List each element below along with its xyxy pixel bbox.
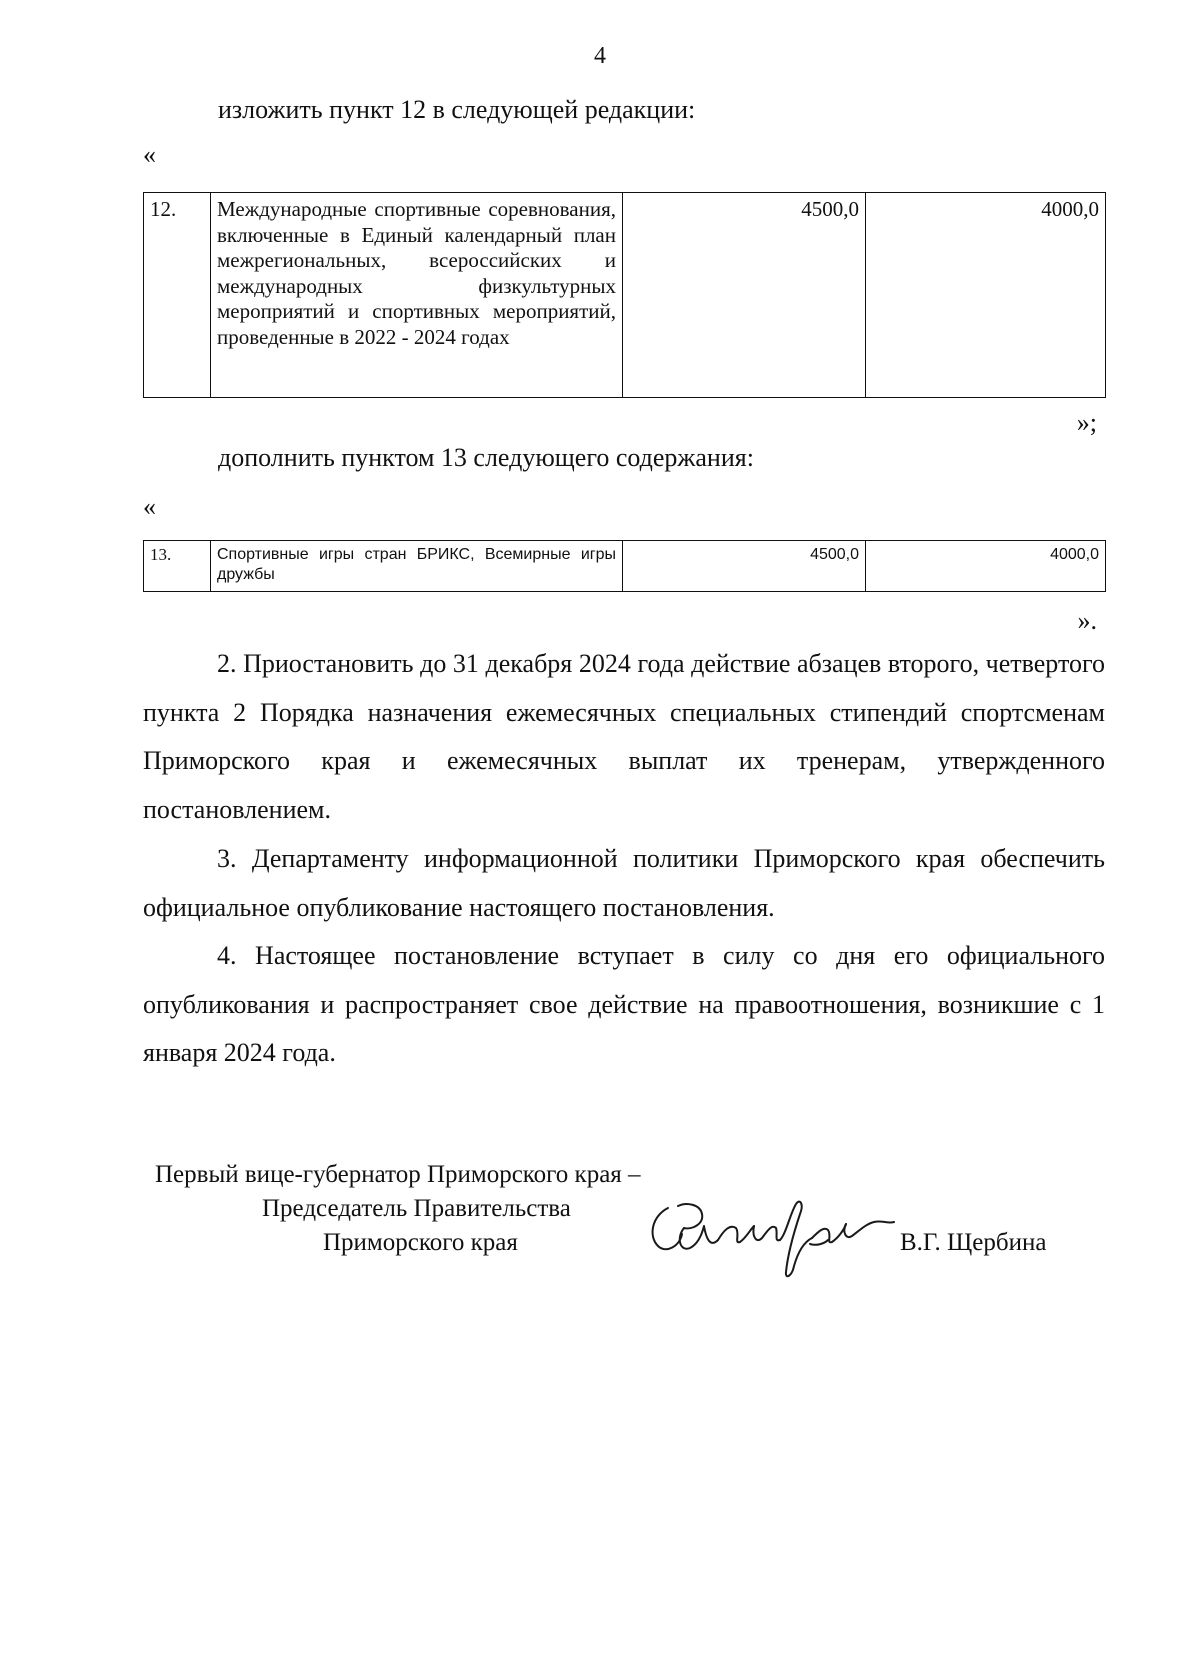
- row-name: Международные спортивные соревнования, включенные в Единый календарный план межрегиональных, всероссийских и международных физкультурных мероприятий и спортивных мероприятий, проведенные в 2022 - 2024 годах: [211, 193, 623, 398]
- row-value-2: 4000,0: [866, 193, 1106, 398]
- row-number: 12.: [144, 193, 211, 398]
- paragraph-3: 3. Департаменту информационной политики Приморского края обеспечить официальное опубликование настоящего постановления.: [143, 844, 1105, 922]
- signatory-title-line-2: Председатель Правительства: [262, 1195, 571, 1222]
- amendment-13-intro: дополнить пунктом 13 следующего содержания:: [218, 443, 754, 472]
- handwritten-signature-icon: [640, 1186, 900, 1286]
- row-name: Спортивные игры стран БРИКС, Всемирные игры дружбы: [211, 541, 623, 592]
- row-value-2: 4000,0: [866, 541, 1106, 592]
- page-number: 4: [594, 43, 606, 69]
- row-value-1: 4500,0: [623, 541, 866, 592]
- paragraph-2: 2. Приостановить до 31 декабря 2024 года действие абзацев второго, четвертого пункта 2 Порядка назначения ежемесячных специальных стипендий спортсменам Приморского края и ежемесячных выплат их тренерам, утвержденного постановлением.: [143, 649, 1105, 824]
- table-row: [144, 541, 1106, 592]
- signatory-title-line-3: Приморского края: [323, 1229, 518, 1256]
- amendment-12-open-quote: «: [143, 140, 156, 169]
- amendment-13-table: [143, 540, 1106, 592]
- signatory-name: В.Г. Щербина: [900, 1229, 1047, 1256]
- row-number: 13.: [144, 541, 211, 592]
- amendment-12-table: [143, 192, 1106, 398]
- amendment-13-close-quote: ».: [1077, 606, 1097, 635]
- paragraph-4: 4. Настоящее постановление вступает в силу со дня его официального опубликования и распространяет свое действие на правоотношения, возникшие с 1 января 2024 года.: [143, 941, 1105, 1067]
- signatory-title-line-1: Первый вице-губернатор Приморского края –: [155, 1161, 641, 1188]
- table-row: [144, 193, 1106, 398]
- row-value-1: 4500,0: [623, 193, 866, 398]
- amendment-12-intro: изложить пункт 12 в следующей редакции:: [218, 95, 696, 124]
- amendment-12-close-quote: »;: [1076, 408, 1097, 437]
- amendment-13-open-quote: «: [143, 492, 156, 521]
